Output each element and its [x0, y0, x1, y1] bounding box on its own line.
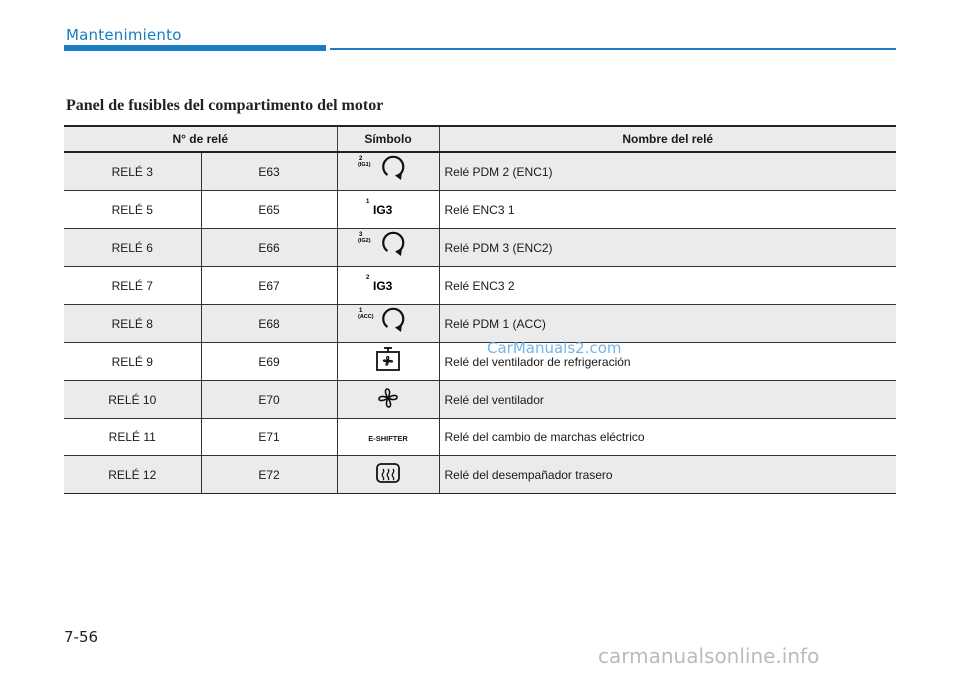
relay-code: E70: [201, 381, 337, 419]
relay-code: E66: [201, 229, 337, 267]
ig3-icon: [358, 267, 418, 301]
ignition-arrow-icon: [358, 153, 418, 187]
ig3-icon: [358, 191, 418, 225]
symbol-tag: (IG1): [358, 162, 371, 168]
relay-number: RELÉ 8: [64, 305, 201, 343]
relay-code: E63: [201, 152, 337, 191]
relay-name: Relé del desempañador trasero: [439, 456, 896, 494]
relay-number: RELÉ 3: [64, 152, 201, 191]
relay-symbol: [337, 191, 439, 229]
symbol-number: 2: [359, 156, 363, 162]
page-heading: Panel de fusibles del compartimento del motor: [66, 97, 384, 114]
symbol-tag: IG3: [373, 203, 393, 217]
symbol-number: 1: [366, 199, 370, 205]
relay-symbol: [337, 305, 439, 343]
watermark-overlay: CarManuals2.com: [487, 339, 622, 357]
header-bar-thick: [64, 45, 326, 51]
ignition-arrow-icon: [358, 229, 418, 263]
relay-symbol: [337, 229, 439, 267]
symbol-number: 2: [366, 275, 370, 281]
table-row: [64, 152, 896, 191]
relay-name: Relé PDM 1 (ACC): [439, 305, 896, 343]
table-row: [64, 267, 896, 305]
relay-name: Relé del ventilador: [439, 381, 896, 419]
relay-name: Relé del cambio de marchas eléctrico: [439, 419, 896, 456]
relay-code: E65: [201, 191, 337, 229]
e-shifter-label: E-SHIFTER: [368, 434, 408, 443]
section-title: Mantenimiento: [66, 26, 182, 44]
symbol-tag: (IG2): [358, 238, 371, 244]
table-row: [64, 305, 896, 343]
relay-code: E68: [201, 305, 337, 343]
relay-number: RELÉ 7: [64, 267, 201, 305]
symbol-number: 3: [359, 232, 363, 238]
relay-code: E71: [201, 419, 337, 456]
col-header-symbol: Símbolo: [337, 126, 439, 152]
relay-symbol: [337, 267, 439, 305]
relay-number: RELÉ 11: [64, 419, 201, 456]
relay-number: RELÉ 12: [64, 456, 201, 494]
table-header-row: [64, 126, 896, 152]
ignition-arrow-icon: [358, 305, 418, 339]
col-header-relay-name: Nombre del relé: [439, 126, 896, 152]
radiator-fan-icon: [358, 343, 418, 377]
table-row: [64, 343, 896, 381]
relay-symbol: [337, 152, 439, 191]
page-number: 7-56: [64, 628, 99, 646]
relay-symbol: [337, 419, 439, 456]
table-row: [64, 456, 896, 494]
table-row: [64, 381, 896, 419]
relay-code: E69: [201, 343, 337, 381]
relay-number: RELÉ 5: [64, 191, 201, 229]
relay-symbol: [337, 456, 439, 494]
relay-table: [64, 125, 896, 494]
relay-number: RELÉ 6: [64, 229, 201, 267]
watermark-site: carmanualsonline.info: [598, 644, 820, 668]
header-bar-thin: [330, 48, 896, 50]
relay-number: RELÉ 9: [64, 343, 201, 381]
table-row: [64, 191, 896, 229]
symbol-number: 1: [359, 308, 363, 314]
relay-number: RELÉ 10: [64, 381, 201, 419]
fan-icon: [358, 381, 418, 415]
col-header-relay-number: N° de relé: [64, 126, 337, 152]
relay-name: Relé PDM 3 (ENC2): [439, 229, 896, 267]
table-row: [64, 419, 896, 456]
relay-name: Relé ENC3 1: [439, 191, 896, 229]
relay-name: Relé del ventilador de refrigeración: [439, 343, 896, 381]
symbol-tag: (ACC): [358, 314, 374, 320]
relay-symbol: [337, 343, 439, 381]
relay-name: Relé PDM 2 (ENC1): [439, 152, 896, 191]
relay-code: E72: [201, 456, 337, 494]
rear-defrost-icon: [358, 456, 418, 490]
relay-symbol: [337, 381, 439, 419]
relay-name: Relé ENC3 2: [439, 267, 896, 305]
relay-code: E67: [201, 267, 337, 305]
symbol-tag: IG3: [373, 279, 393, 293]
table-row: [64, 229, 896, 267]
